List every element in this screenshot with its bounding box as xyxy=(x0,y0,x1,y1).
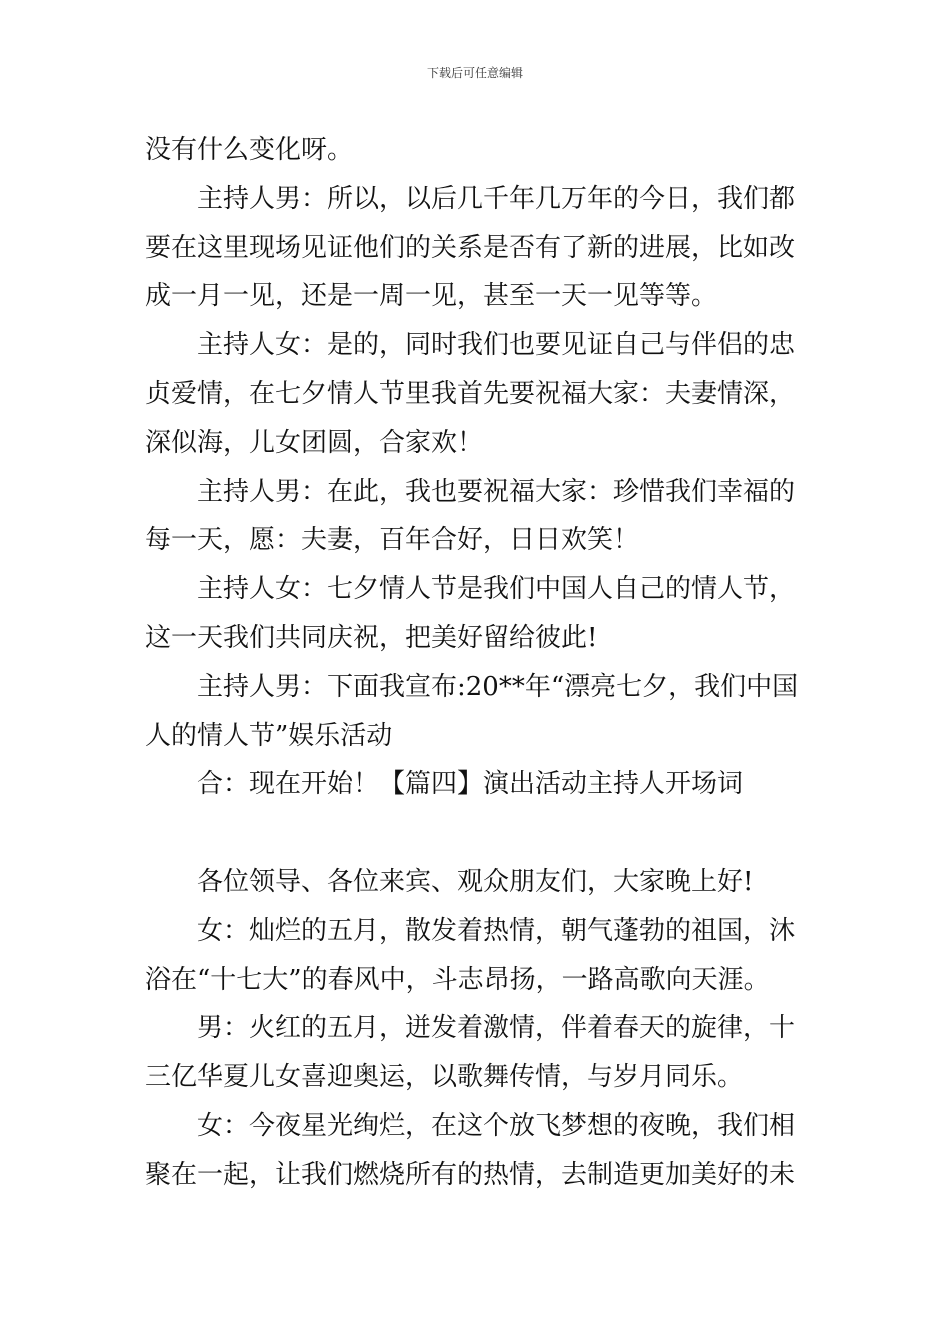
paragraph-start-line: 主持人男：下面我宣布:20**年“漂亮七夕，我们中国 xyxy=(197,671,799,702)
paragraph-start-line: 主持人女：是的，同时我们也要见证自己与伴侣的忠 xyxy=(197,330,796,361)
paragraph-start-line: 女：今夜星光绚烂，在这个放飞梦想的夜晚，我们相 xyxy=(197,1110,796,1141)
text-line: 没有什么变化呀。 xyxy=(145,135,354,165)
paragraph-start-line: 男：火红的五月，迸发着激情，伴着春天的旋律，十 xyxy=(197,1013,796,1044)
text-line: 三亿华夏儿女喜迎奥运，以歌舞传情，与岁月同乐。 xyxy=(145,1062,744,1093)
page-header-note: 下载后可任意编辑 xyxy=(426,66,523,80)
section-heading-line: 合：现在开始！【篇四】演出活动主持人开场词 xyxy=(197,769,744,800)
document-body xyxy=(145,126,810,1200)
text-line: 聚在一起，让我们燃烧所有的热情，去制造更加美好的未 xyxy=(145,1159,796,1190)
text-line: 成一月一见，还是一周一见，甚至一天一见等等。 xyxy=(145,281,718,312)
text-line: 这一天我们共同庆祝，把美好留给彼此! xyxy=(145,622,598,653)
text-line: 人的情人节”娱乐活动 xyxy=(145,720,393,751)
paragraph-start-line: 各位领导、各位来宾、观众朋友们，大家晚上好! xyxy=(197,866,754,897)
paragraph-start-line: 主持人男：在此，我也要祝福大家：珍惜我们幸福的 xyxy=(197,476,796,507)
text-line: 每一天，愿：夫妻，百年合好，日日欢笑！ xyxy=(145,525,640,556)
text-line: 要在这里现场见证他们的关系是否有了新的进展，比如改 xyxy=(145,232,796,263)
paragraph-start-line: 主持人男：所以，以后几千年几万年的今日，我们都 xyxy=(197,183,796,214)
text-line: 贞爱情，在七夕情人节里我首先要祝福大家：夫妻情深， xyxy=(145,378,796,409)
paragraph-start-line: 女：灿烂的五月，散发着热情，朝气蓬勃的祖国，沐 xyxy=(197,915,796,946)
blank-line xyxy=(145,809,810,858)
text-line: 深似海，儿女团圆，合家欢！ xyxy=(145,427,484,458)
paragraph-start-line: 主持人女：七夕情人节是我们中国人自己的情人节， xyxy=(197,574,796,605)
text-line: 浴在“十七大”的春风中，斗志昂扬，一路高歌向天涯。 xyxy=(145,964,770,995)
